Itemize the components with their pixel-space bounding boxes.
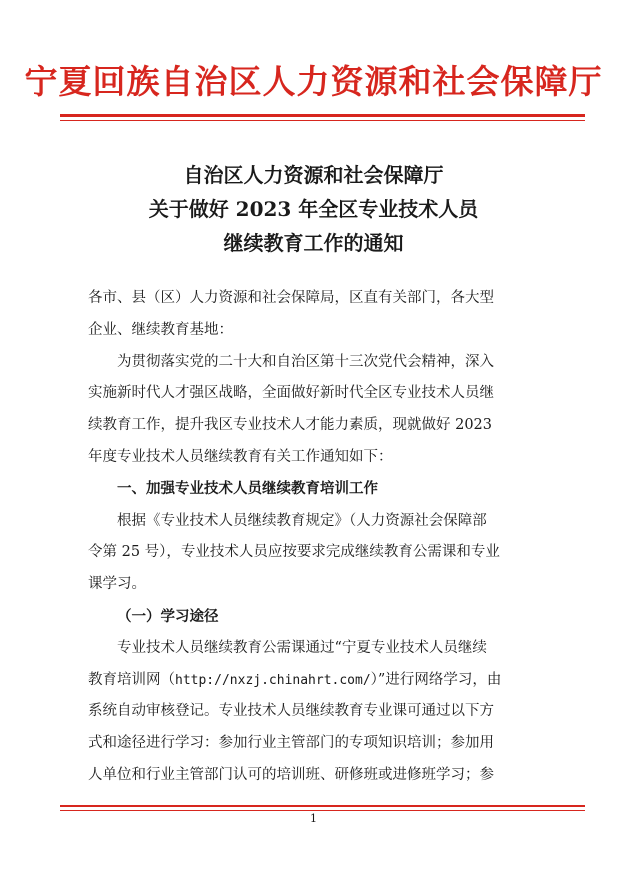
masthead-rule-thick (60, 114, 585, 117)
title-line: 自治区人力资源和社会保障厅 (183, 163, 444, 187)
body-text-segment: 教育培训网（ (88, 671, 175, 688)
intro-line: 为贯彻落实党的二十大和自治区第十三次党代会精神，深入 (117, 353, 494, 370)
salutation-line: 企业、继续教育基地： (88, 321, 233, 338)
section-body-line: 令第 25 号），专业技术人员应按要求完成继续教育公需课和专业 (88, 544, 500, 561)
salutation-line: 各市、县（区）人力资源和社会保障局，区直有关部门，各大型 (88, 290, 494, 306)
website-url: http://nxzj.chinahrt.com/ (175, 672, 371, 688)
section-heading: 一、加强专业技术人员继续教育培训工作 (117, 480, 378, 497)
subsection-body-line: 系统自动审核登记。专业技术人员继续教育专业课可通过以下方 (88, 703, 494, 720)
intro-line: 年度专业技术人员继续教育有关工作通知如下： (88, 448, 393, 465)
section-body-line: 根据《专业技术人员继续教育规定》（人力资源社会保障部 (117, 512, 487, 529)
body-text-segment: ）”进行网络学习，由 (370, 671, 502, 688)
document-body (88, 283, 558, 792)
title-line: 继续教育工作的通知 (223, 231, 404, 255)
intro-line: 续教育工作，提升我区专业技术人才能力素质，现就做好 2023 (88, 417, 493, 434)
intro-line: 实施新时代人才强区战略，全面做好新时代全区专业技术人员继 (88, 385, 494, 402)
page-number: 1 (310, 812, 317, 825)
masthead-rule-thin (60, 120, 585, 121)
title-line: 关于做好 2023 年全区专业技术人员 (148, 197, 479, 221)
subsection-body-line: 专业技术人员继续教育公需课通过“宁夏专业技术人员继续 (117, 639, 487, 656)
document-title (0, 158, 627, 260)
footer-rule-thin (60, 810, 585, 811)
subsection-heading: （一）学习途径 (117, 607, 219, 625)
subsection-body-line (88, 665, 558, 697)
subsection-body-line: 人单位和行业主管部门认可的培训班、研修班或进修班学习；参 (88, 766, 494, 783)
section-body-line: 课学习。 (88, 576, 146, 593)
subsection-body-line: 式和途径进行学习：参加行业主管部门的专项知识培训；参加用 (88, 735, 494, 752)
masthead-title: 宁夏回族自治区人力资源和社会保障厅 (24, 62, 603, 101)
footer-rule-thick (60, 805, 585, 807)
